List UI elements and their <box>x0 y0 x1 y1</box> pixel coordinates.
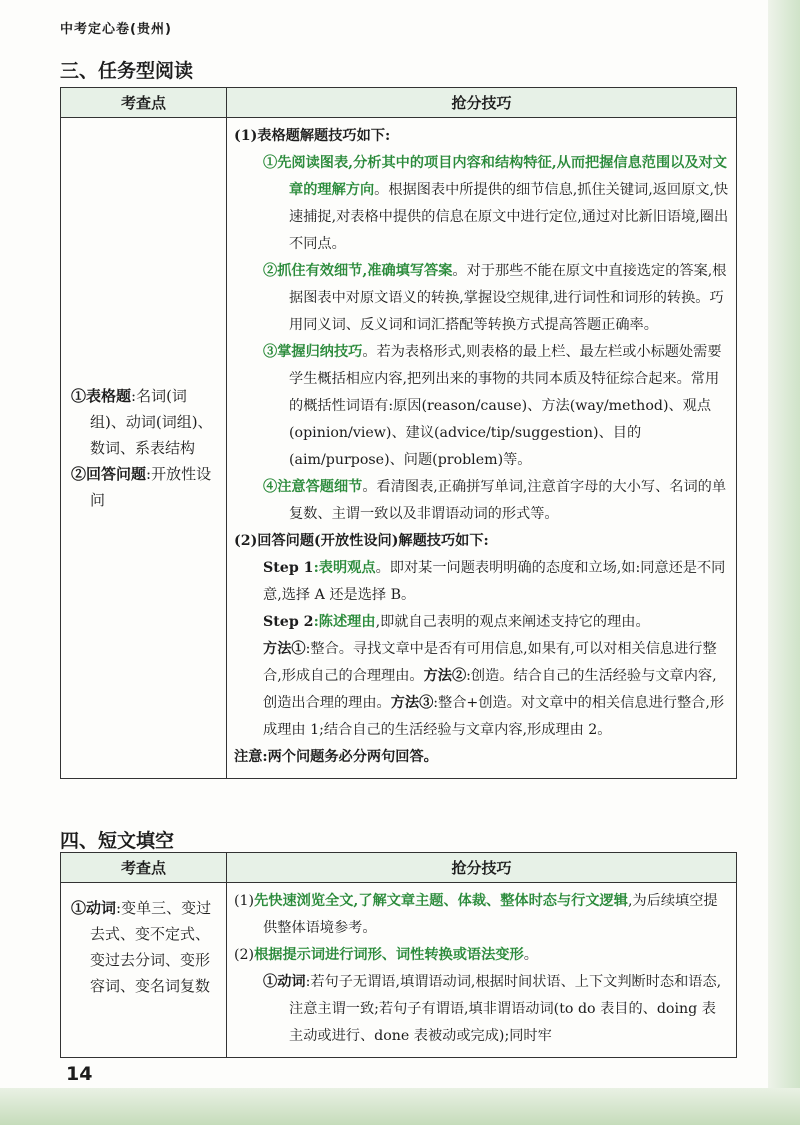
tip-highlight: ①先阅读图表,分析其中的项目内容和结构特征,从而把握信息范围以及对文章的理解方向 <box>263 155 727 198</box>
tip-highlight: 根据提示词进行词形、词性转换或语法变形 <box>254 947 524 963</box>
tips-cell <box>227 883 737 1058</box>
cloze-table <box>60 852 737 1058</box>
tip-item <box>263 339 729 474</box>
step-lead: Step 1 <box>263 560 314 576</box>
step-item <box>263 609 729 636</box>
exam-point-lead: ①表格题 <box>71 387 132 405</box>
table-row <box>61 883 737 1058</box>
tip-highlight: ④注意答题细节 <box>263 479 363 495</box>
exam-point-lead: ①动词 <box>71 899 117 917</box>
method-lead: 方法② <box>423 668 467 684</box>
col-header-exam-point: 考查点 <box>61 88 227 118</box>
tip-highlight: 先快速浏览全文,了解文章主题、体裁、整体时态与行文逻辑 <box>254 893 628 909</box>
tip-item <box>263 150 729 258</box>
exam-point-cell <box>61 883 227 1058</box>
method-text: :整合。寻找文章中是否有可用信息,如果有,可以对相关信息进行整合,形成自己的合理理由。 <box>263 641 717 684</box>
tip-lead: ①动词 <box>263 974 306 990</box>
exam-point-text: :开放性设问 <box>90 465 212 509</box>
method-text: :创造。结合自己的生活经验与文章内容,创造出合理的理由。 <box>263 668 717 711</box>
tip-number: (1) <box>234 893 255 909</box>
tips-cell <box>227 118 737 779</box>
col-header-tips: 抢分技巧 <box>227 88 737 118</box>
tips-content <box>227 883 736 1057</box>
tip-item <box>263 258 729 339</box>
tip-text: ,为后续填空提供整体语境参考。 <box>263 893 718 936</box>
exam-point-content <box>61 383 226 513</box>
step-highlight: :陈述理由 <box>313 614 376 630</box>
page-bottom-decoration <box>0 1088 800 1125</box>
page-number: 14 <box>66 1063 93 1085</box>
step-lead: Step 2 <box>263 614 314 630</box>
exam-point-text: :名词(词组)、动词(词组)、数词、系表结构 <box>90 387 213 457</box>
exam-point-text: :变单三、变过去式、变不定式、变过去分词、变形容词、变名词复数 <box>90 899 212 995</box>
exam-point-item-verb <box>71 895 216 999</box>
tip-text: 。若为表格形式,则表格的最上栏、最左栏或小标题处需要学生概括相应内容,把列出来的事物的共同本质及特征综合起来。常用的概括性词语有:原因(reason/cause)、方法(way/method)、观点(opinion/view)、建议(advice/tip/suggestion)、目的(aim/purpose)、问题(problem)等。 <box>289 344 722 468</box>
tip-item <box>263 969 729 1050</box>
tip-item <box>263 474 729 528</box>
task-reading-table <box>60 87 737 779</box>
tip-highlight: ③掌握归纳技巧 <box>263 344 363 360</box>
tip-text: 。看清图表,正确拼写单词,注意首字母的大小写、名词的单复数、主谓一致以及非谓语动词的形式等。 <box>289 479 727 522</box>
table-header-row <box>61 853 737 883</box>
tip-item <box>234 888 729 942</box>
tip-item <box>234 942 729 969</box>
col-header-tips: 抢分技巧 <box>227 853 737 883</box>
step-text: ,即就自己表明的观点来阐述支持它的理由。 <box>375 614 650 630</box>
tips-heading-1: (1)表格题解题技巧如下: <box>234 128 391 144</box>
method-text: :整合+创造。对文章中的相关信息进行整合,形成理由 1;结合自己的生活经验与文章内容,形成理由 2。 <box>263 695 725 738</box>
tip-text: 。根据图表中所提供的细节信息,抓住关键词,返回原文,快速捕捉,对表格中提供的信息在原文中进行定位,通过对比新旧语境,圈出不同点。 <box>289 182 729 252</box>
exam-point-content <box>61 883 226 999</box>
exam-point-item-table <box>71 383 216 461</box>
tip-text: :若句子无谓语,填谓语动词,根据时间状语、上下文判断时态和语态,注意主谓一致;若句子有谓语,填非谓语动词(to do 表目的、doing 表主动或进行、done 表被动或完成);同时牢 <box>289 974 722 1044</box>
col-header-exam-point: 考查点 <box>61 853 227 883</box>
method-lead: 方法③ <box>390 695 434 711</box>
tip-highlight: ②抓住有效细节,准确填写答案 <box>263 263 453 279</box>
step-text: 。即对某一问题表明明确的态度和立场,如:同意还是不同意,选择 A 还是选择 B。 <box>263 560 726 603</box>
tip-text: 。 <box>523 947 538 963</box>
step-highlight: :表明观点 <box>313 560 376 576</box>
table-header-row <box>61 88 737 118</box>
method-lead: 方法① <box>263 641 306 657</box>
exam-point-cell <box>61 118 227 779</box>
section-title-task-reading: 三、任务型阅读 <box>60 60 194 82</box>
tip-text: 。对于那些不能在原文中直接选定的答案,根据图表中对原文语义的转换,掌握设空规律,进行词性和词形的转换。巧用同义词、反义词和词汇搭配等转换方式提高答题正确率。 <box>289 263 727 333</box>
section-title-cloze: 四、短文填空 <box>60 830 175 852</box>
running-header: 中考定心卷(贵州) <box>60 22 172 37</box>
tip-number: (2) <box>234 947 255 963</box>
table-row <box>61 118 737 779</box>
method-item <box>263 636 729 744</box>
exam-point-item-question <box>71 461 216 513</box>
page-edge-decoration <box>768 0 800 1125</box>
tips-heading-2: (2)回答问题(开放性设问)解题技巧如下: <box>234 533 489 549</box>
note-text: 注意:两个问题务必分两句回答。 <box>234 749 438 765</box>
tips-content <box>227 118 736 778</box>
step-item <box>263 555 729 609</box>
exam-point-lead: ②回答问题 <box>71 465 147 483</box>
